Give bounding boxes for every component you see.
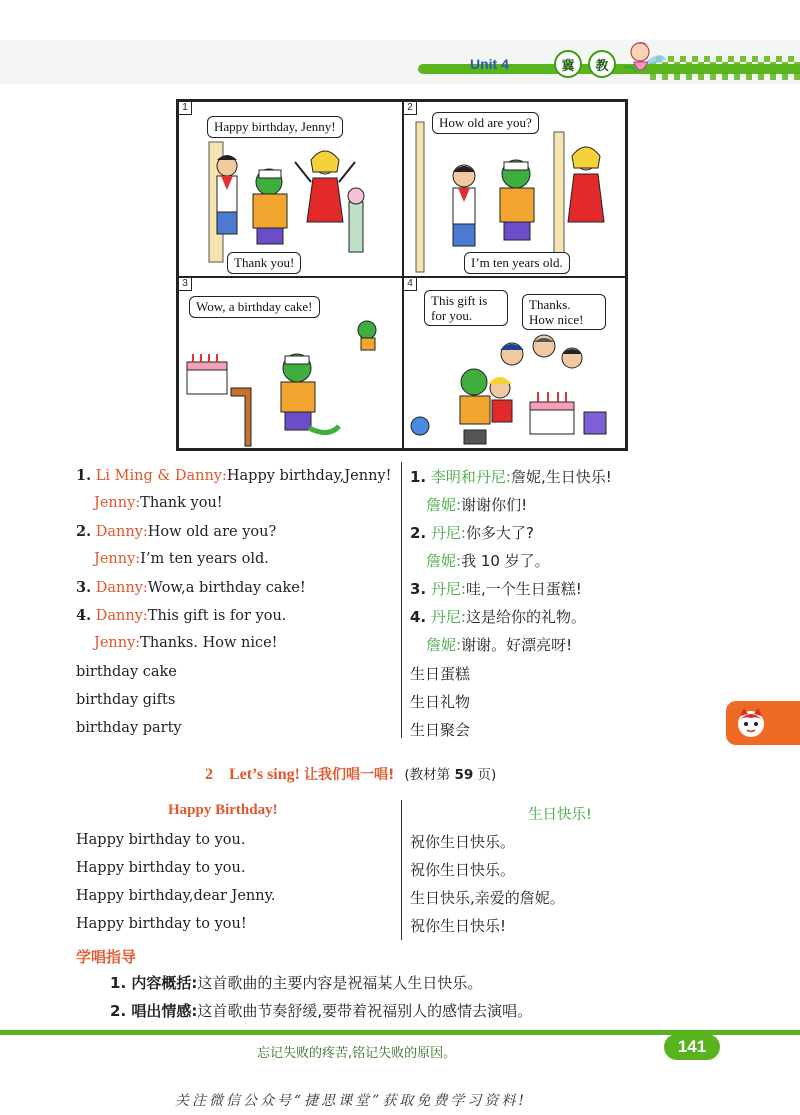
speech-bubble: How old are you? bbox=[432, 112, 539, 134]
speech-bubble: Wow, a birthday cake! bbox=[189, 296, 320, 318]
song-line-zh: 祝你生日快乐。 bbox=[410, 861, 516, 879]
vocab-zh: 生日礼物 bbox=[410, 693, 471, 711]
dialogue-line-zh: 2. 丹尼:你多大了? bbox=[410, 524, 534, 542]
dialogue-line-zh: 3. 丹尼:哇,一个生日蛋糕! bbox=[410, 580, 582, 598]
vocab-zh: 生日聚会 bbox=[410, 721, 471, 739]
panel-number: 4 bbox=[404, 278, 417, 291]
comic-panel-4 bbox=[403, 277, 626, 449]
song-line-zh: 祝你生日快乐! bbox=[410, 917, 507, 935]
vocab-en: birthday gifts bbox=[76, 692, 176, 708]
unit-label: Unit 4 bbox=[470, 56, 509, 72]
song-line-en: Happy birthday to you. bbox=[76, 860, 246, 876]
speech-bubble: Thanks. How nice! bbox=[522, 294, 606, 330]
song-line-zh: 祝你生日快乐。 bbox=[410, 833, 516, 851]
dialogue-line: 1. Li Ming & Danny:Happy birthday,Jenny! bbox=[76, 467, 392, 484]
song-title-zh: 生日快乐! bbox=[528, 807, 592, 823]
guide-heading: 学唱指导 bbox=[76, 948, 137, 966]
dialogue-line: 4. Danny:This gift is for you. bbox=[76, 607, 287, 624]
guide-item: 2. 唱出情感:这首歌曲节奏舒缓,要带着祝福别人的感情去演唱。 bbox=[110, 1002, 533, 1020]
guide-item: 1. 内容概括:这首歌曲的主要内容是祝福某人生日快乐。 bbox=[110, 974, 483, 992]
dialogue-line-zh: 4. 丹尼:这是给你的礼物。 bbox=[410, 608, 586, 626]
header-checker-pattern bbox=[650, 56, 800, 80]
dialogue-line-zh: 詹妮:谢谢。好漂亮呀! bbox=[426, 636, 573, 654]
dialogue-line: 2. Danny:How old are you? bbox=[76, 523, 277, 540]
dialogue-line-zh: 1. 李明和丹尼:詹妮,生日快乐! bbox=[410, 468, 612, 486]
speech-bubble: Thank you! bbox=[227, 252, 301, 274]
fairy-mascot-icon bbox=[618, 38, 668, 82]
dialogue-line: Jenny:Thanks. How nice! bbox=[94, 635, 278, 651]
vocab-en: birthday cake bbox=[76, 664, 177, 680]
vocab-en: birthday party bbox=[76, 720, 182, 736]
song-column-divider bbox=[401, 800, 402, 940]
comic-panel-1 bbox=[178, 101, 403, 277]
song-line-en: Happy birthday,dear Jenny. bbox=[76, 888, 276, 904]
song-line-zh: 生日快乐,亲爱的詹妮。 bbox=[410, 889, 565, 907]
song-line-en: Happy birthday to you! bbox=[76, 916, 247, 932]
section-title: 2 Let’s sing! 让我们唱一唱! (教材第 59 页) bbox=[205, 766, 497, 783]
publisher-badge-jiao: 教 bbox=[588, 50, 616, 78]
vocab-zh: 生日蛋糕 bbox=[410, 665, 471, 683]
song-title-en: Happy Birthday! bbox=[168, 802, 278, 818]
fox-mascot-icon bbox=[734, 706, 768, 740]
comic-panel-2 bbox=[403, 101, 626, 277]
speech-bubble: Happy birthday, Jenny! bbox=[207, 116, 343, 138]
speech-bubble: I’m ten years old. bbox=[464, 252, 570, 274]
page-number: 141 bbox=[664, 1034, 720, 1060]
publisher-badge-ji: 冀 bbox=[554, 50, 582, 78]
watermark-text: 关注微信公众号“捷思课堂”获取免费学习资料! bbox=[175, 1093, 527, 1109]
comic-strip bbox=[176, 99, 628, 451]
dialogue-line-zh: 詹妮:谢谢你们! bbox=[426, 496, 528, 514]
speech-bubble: This gift is for you. bbox=[424, 290, 508, 326]
dialogue-line: 3. Danny:Wow,a birthday cake! bbox=[76, 579, 306, 596]
dialogue-line: Jenny:Thank you! bbox=[94, 495, 223, 511]
comic-panel-3 bbox=[178, 277, 403, 449]
dialogue-line-zh: 詹妮:我 10 岁了。 bbox=[426, 552, 550, 570]
dialogue-line: Jenny:I’m ten years old. bbox=[94, 551, 269, 567]
footer-motto: 忘记失败的疼苦,铭记失败的原因。 bbox=[257, 1046, 457, 1061]
panel-number: 2 bbox=[404, 102, 417, 115]
panel-number: 3 bbox=[179, 278, 192, 291]
panel-number: 1 bbox=[179, 102, 192, 115]
song-line-en: Happy birthday to you. bbox=[76, 832, 246, 848]
column-divider bbox=[401, 462, 402, 738]
